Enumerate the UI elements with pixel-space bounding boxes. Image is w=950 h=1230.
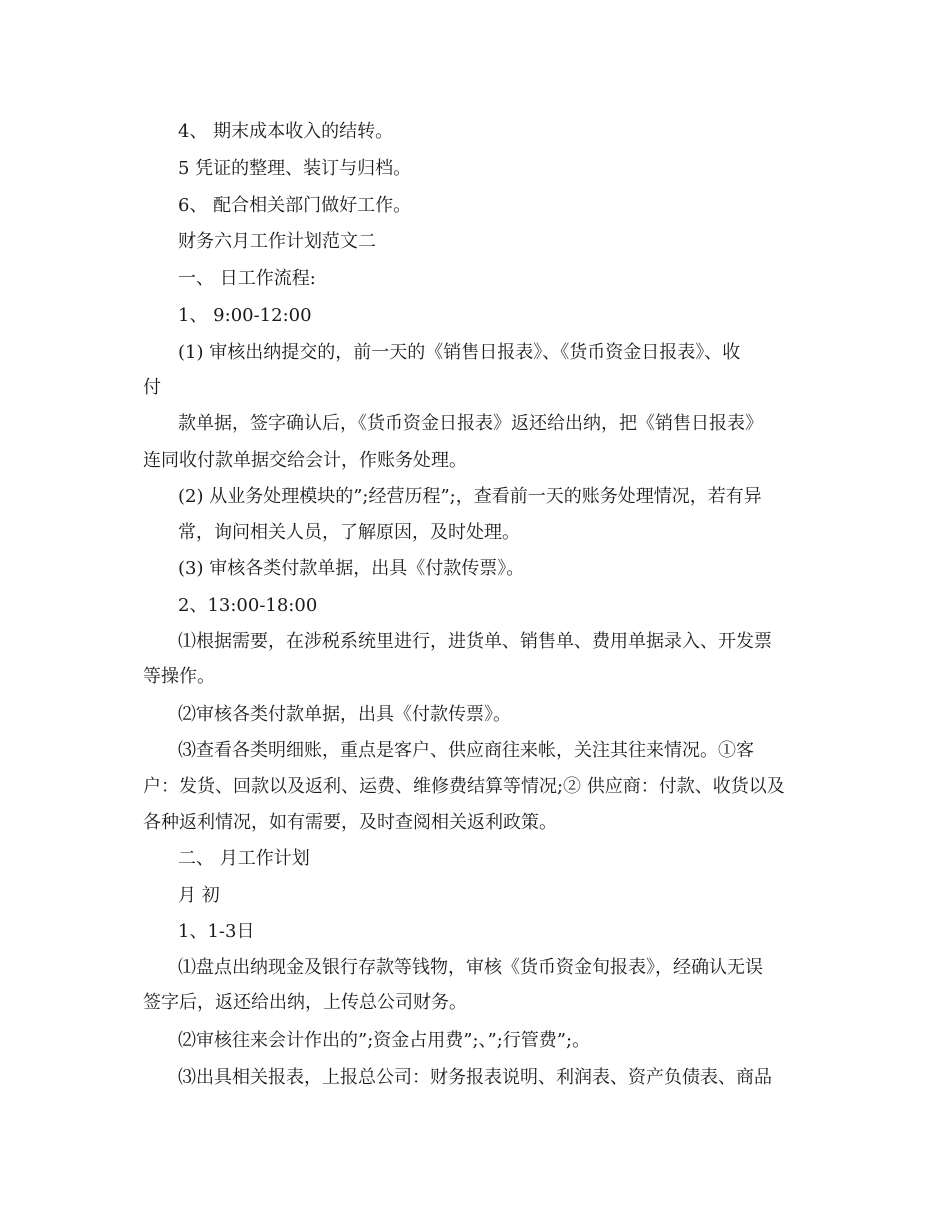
text-line: 5 凭证的整理、装订与归档。	[178, 158, 412, 179]
text-line: 月 初	[178, 885, 220, 906]
text-line: ⑴根据需要，在涉税系统里进行，进货单、销售单、费用单据录入、开发票	[178, 631, 772, 652]
text-line: 付	[143, 377, 161, 398]
text-line: ⑵审核往来会计作出的”;资金占用费”;、”;行管费”;。	[178, 1030, 591, 1051]
text-line: 二、 月工作计划	[178, 848, 310, 869]
text-line: 一、 日工作流程:	[178, 268, 316, 289]
text-line: 1、1-3日	[178, 921, 255, 942]
text-line: (2) 从业务处理模块的”;经营历程”;，查看前一天的账务处理情况，若有异	[178, 486, 762, 507]
text-line: ⑴盘点出纳现金及银行存款等钱物，审核《货币资金旬报表》，经确认无误	[178, 957, 763, 978]
text-line: 6、 配合相关部门做好工作。	[178, 195, 412, 216]
text-line: 各种返利情况，如有需要，及时查阅相关返利政策。	[143, 812, 557, 833]
text-line: ⑶查看各类明细账，重点是客户、供应商往来帐，关注其往来情况。①客	[178, 740, 754, 761]
text-line: 2、13:00-18:00	[178, 595, 318, 616]
text-line: 连同收付款单据交给会计，作账务处理。	[143, 450, 467, 471]
text-line: 4、 期末成本收入的结转。	[178, 121, 394, 142]
text-line: 1、 9:00-12:00	[178, 305, 312, 326]
text-line: (3) 审核各类付款单据，出具《付款传票》。	[178, 558, 525, 579]
text-line: (1) 审核出纳提交的，前一天的《销售日报表》、《货币资金日报表》、收	[178, 342, 741, 363]
section-heading: 财务六月工作计划范文二	[178, 231, 376, 252]
text-line: ⑶出具相关报表，上报总公司：财务报表说明、利润表、资产负债表、商品	[178, 1067, 772, 1088]
text-line: 签字后，返还给出纳，上传总公司财务。	[143, 992, 467, 1013]
text-line: 常，询问相关人员，了解原因，及时处理。	[178, 522, 520, 543]
text-line: ⑵审核各类付款单据，出具《付款传票》。	[178, 704, 511, 725]
text-line: 等操作。	[143, 666, 215, 687]
text-line: 款单据，签字确认后，《货币资金日报表》返还给出纳，把《销售日报表》	[178, 413, 763, 434]
text-line: 户：发货、回款以及返利、运费、维修费结算等情况;② 供应商：付款、收货以及	[143, 776, 785, 797]
